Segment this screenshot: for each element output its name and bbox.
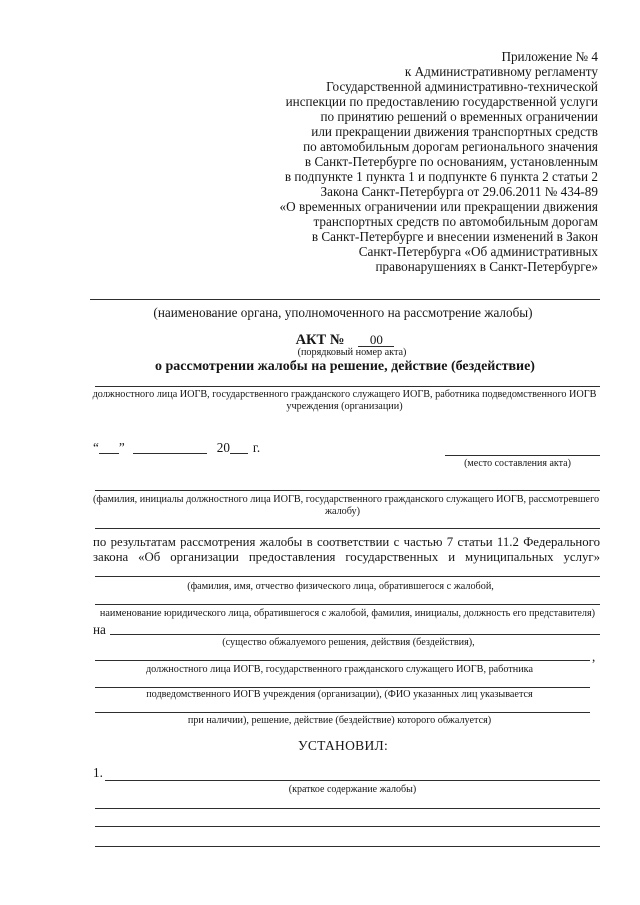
official-line	[95, 386, 600, 387]
year-century: 20	[216, 440, 230, 455]
organ-name-line	[90, 299, 600, 300]
subject-comma: ,	[592, 649, 596, 664]
act-title: АКТ №	[295, 332, 345, 348]
date-close-quote: ”	[118, 440, 125, 455]
subject-caption-line: подведомственного ИОГВ учреждения (организации), (ФИО указанных лиц указывается	[146, 689, 533, 700]
subject-line	[110, 634, 600, 635]
complainant-entity-line	[95, 604, 600, 605]
appendix-reference-line: инспекции по предоставлению государственной услуги	[285, 94, 598, 109]
subject-caption-line: при наличии), решение, действие (бездействие) которого обжалуется)	[187, 715, 492, 726]
appendix-reference-line: «О временных ограничении или прекращении движения	[279, 199, 598, 214]
finding-item-number: 1.	[93, 765, 103, 780]
appendix-reference-line: в подпункте 1 пункта 1 и подпункте 6 пункта 2 статьи 2	[284, 169, 598, 184]
appendix-reference-line: или прекращении движения транспортных средств	[311, 124, 598, 139]
appendix-number: Приложение № 4	[501, 49, 598, 64]
organ-name-caption: (наименование органа, уполномоченного на рассмотрение жалобы)	[153, 305, 533, 320]
examiner-caption-line: жалобу)	[324, 505, 361, 517]
finding-continuation-line	[95, 826, 600, 827]
complainant-entity-caption: наименование юридического лица, обратившегося с жалобой, фамилия, инициалы, должность его представителя)	[99, 608, 596, 619]
subject-official-line	[95, 660, 590, 661]
year-blank	[230, 453, 248, 454]
appendix-reference-line: транспортных средств по автомобильным дорогам	[313, 214, 598, 229]
appendix-reference-line: Государственной административно-технической	[326, 79, 598, 94]
finding-continuation-line	[95, 846, 600, 847]
year-suffix: г.	[252, 440, 261, 455]
finding-item-line	[105, 780, 600, 781]
basis-text-line: закона «Об организации предоставления государственных и муниципальных услуг»	[93, 550, 600, 564]
complainant-person-caption: (фамилия, имя, отчество физического лица, обратившегося с жалобой,	[187, 581, 494, 592]
complainant-person-line	[95, 576, 600, 577]
examiner-extra-line	[95, 528, 600, 529]
act-subtitle: о рассмотрении жалобы на решение, действие (бездействие)	[155, 359, 535, 374]
subject-caption: (существо обжалуемого решения, действия (бездействия),	[222, 637, 475, 648]
finding-item-caption: (краткое содержание жалобы)	[288, 784, 417, 795]
examiner-line	[95, 490, 600, 491]
place-line	[445, 455, 600, 456]
subject-caption-line: должностного лица ИОГВ, государственного гражданского служащего ИОГВ, работника	[146, 664, 533, 675]
subject-decision-line	[95, 712, 590, 713]
appendix-reference-line: правонарушениях в Санкт-Петербурге»	[375, 259, 598, 274]
appendix-reference-line: в Санкт-Петербурге по основаниям, установленным	[304, 154, 598, 169]
subject-institution-line	[95, 687, 590, 688]
appendix-reference-line: к Административному регламенту	[404, 64, 598, 79]
place-caption: (место составления акта)	[464, 458, 571, 469]
findings-heading: УСТАНОВИЛ:	[297, 738, 389, 753]
date-line	[93, 440, 260, 456]
appendix-reference-line: по принятию решений о временных ограничении	[320, 109, 598, 124]
appendix-block	[280, 49, 598, 274]
appendix-reference-line: Санкт-Петербурга «Об административных	[358, 244, 598, 259]
basis-text-line: по результатам рассмотрения жалобы в соответствии с частью 7 статьи 11.2 Федерального	[93, 535, 600, 549]
day-blank	[99, 453, 119, 454]
official-caption-line: должностного лица ИОГВ, государственного гражданского служащего ИОГВ, работника подведомственного ИОГВ	[92, 389, 597, 400]
subject-prefix: на	[93, 622, 106, 637]
official-caption-line: учреждения (организации)	[286, 401, 403, 412]
finding-continuation-line	[95, 808, 600, 809]
examiner-caption-line: (фамилия, инициалы должностного лица ИОГВ, государственного гражданского служащего ИОГВ, рассмотревшего	[93, 494, 600, 505]
appendix-reference-line: в Санкт-Петербурге и внесении изменений в Закон	[311, 229, 598, 244]
date-open-quote: “	[93, 440, 99, 455]
appendix-reference-line: по автомобильным дорогам регионального значения	[303, 139, 598, 154]
appendix-reference-line: Закона Санкт-Петербурга от 29.06.2011 № 434-89	[320, 184, 598, 199]
act-number-caption: (порядковый номер акта)	[297, 347, 407, 358]
act-number: 00	[358, 333, 394, 347]
month-blank	[133, 453, 207, 454]
